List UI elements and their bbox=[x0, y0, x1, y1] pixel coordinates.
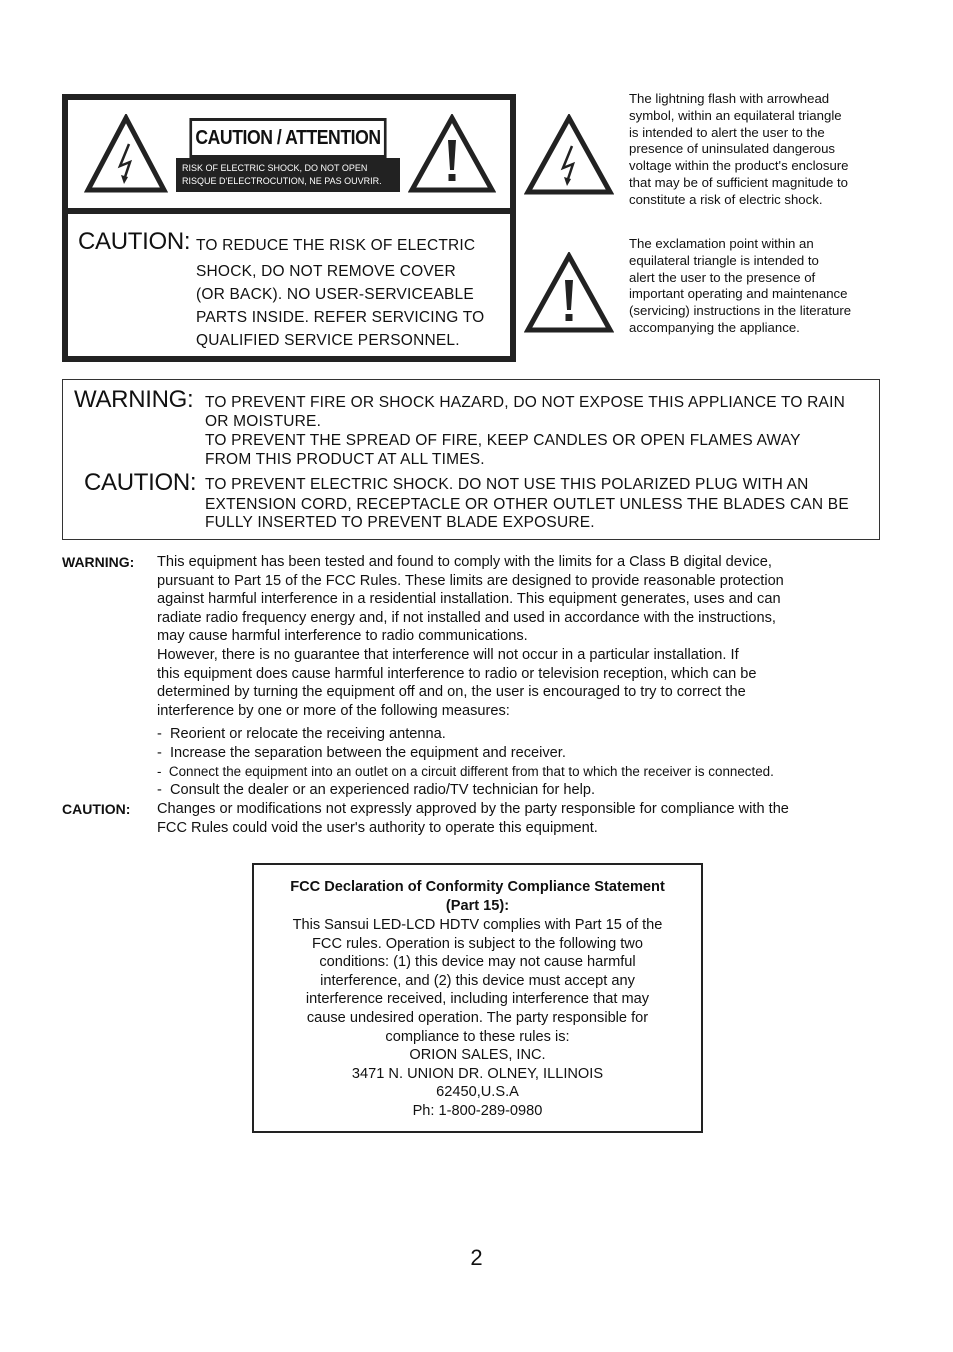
exclamation-symbol-icon bbox=[524, 252, 614, 334]
declaration-title-2: (Part 15): bbox=[445, 898, 510, 914]
fcc-caution-line-2: FCC Rules could void the user's authority to operate this equipment. bbox=[157, 819, 598, 836]
warning-heading: WARNING: bbox=[74, 386, 194, 413]
declaration-box bbox=[252, 863, 703, 1133]
label-line-1: RISK OF ELECTRIC SHOCK, DO NOT OPEN bbox=[182, 163, 368, 173]
lightning-line-5: voltage within the product's enclosure bbox=[629, 158, 849, 174]
bullet-item: - Reorient or relocate the receiving antenna. bbox=[157, 726, 446, 742]
declaration-line-7: compliance to these rules is: bbox=[385, 1029, 570, 1045]
lightning-line-4: presence of uninsulated dangerous bbox=[629, 141, 836, 157]
lightning-explanation bbox=[629, 91, 889, 209]
bullet-item: - Connect the equipment into an outlet on a circuit different from that to which the receiver is connected. bbox=[157, 764, 774, 779]
declaration-line-1: This Sansui LED-LCD HDTV complies with Part 15 of the bbox=[292, 917, 663, 933]
fcc-warning-line-1: This equipment has been tested and found to comply with the limits for a Class B digital device, bbox=[157, 554, 772, 570]
bullet-text-4: Consult the dealer or an experienced radio/TV technician for help. bbox=[169, 782, 596, 798]
declaration-phone: Ph: 1-800-289-0980 bbox=[412, 1103, 543, 1119]
caution-heading: CAUTION: bbox=[78, 228, 191, 255]
caution-line-3: (OR BACK). NO USER-SERVICEABLE bbox=[196, 286, 474, 303]
fcc-warning-line-9: interference by one or more of the following measures: bbox=[157, 702, 510, 719]
caution-line-4: PARTS INSIDE. REFER SERVICING TO bbox=[196, 309, 485, 326]
bullet-text-1: Reorient or relocate the receiving antenna. bbox=[169, 726, 446, 742]
exclamation-line-5: (servicing) instructions in the literature bbox=[629, 303, 852, 319]
lightning-line-7: constitute a risk of electric shock. bbox=[629, 191, 823, 207]
declaration-line-5: interference received, including interference that may bbox=[305, 991, 650, 1007]
fcc-warning-line-8: determined by turning the equipment off and on, the user is encouraged to try to correct the bbox=[157, 684, 746, 701]
caution-line-2: SHOCK, DO NOT REMOVE COVER bbox=[196, 263, 456, 280]
warning-caution-line-3: FULLY INSERTED TO PREVENT BLADE EXPOSURE. bbox=[205, 514, 595, 531]
warning-line-4: FROM THIS PRODUCT AT ALL TIMES. bbox=[205, 451, 485, 468]
caution-attention-title: CAUTION / ATTENTION bbox=[189, 118, 386, 158]
lightning-line-3: is intended to alert the user to the bbox=[629, 124, 825, 140]
exclamation-line-3: alert the user to the presence of bbox=[629, 269, 816, 285]
lightning-line-1: The lightning flash with arrowhead bbox=[629, 91, 830, 106]
caution-box bbox=[62, 94, 516, 362]
fcc-warning-line-4: radiate radio frequency energy and, if not installed and used in accordance with the instructions, bbox=[157, 609, 776, 626]
declaration-line-4: interference, and (2) this device must accept any bbox=[320, 973, 635, 989]
fcc-warning-line-5: may cause harmful interference to radio communications. bbox=[157, 628, 528, 645]
warning-line-3: TO PREVENT THE SPREAD OF FIRE, KEEP CANDLES OR OPEN FLAMES AWAY bbox=[205, 432, 801, 449]
fcc-caution-label: CAUTION: bbox=[62, 801, 131, 817]
declaration-line-6: cause undesired operation. The party responsible for bbox=[306, 1010, 649, 1026]
warning-line-2: OR MOISTURE. bbox=[205, 413, 322, 430]
exclamation-line-2: equilateral triangle is intended to bbox=[629, 252, 819, 268]
caution-attention-label bbox=[176, 118, 400, 192]
label-line-2: RISQUE D'ELECTROCUTION, NE PAS OUVRIR. bbox=[182, 176, 382, 186]
warning-caution-heading: CAUTION: bbox=[84, 469, 197, 496]
exclamation-explanation bbox=[629, 236, 889, 337]
declaration-address: 3471 N. UNION DR. OLNEY, ILLINOIS bbox=[351, 1066, 604, 1082]
warning-caution-line-2: EXTENSION CORD, RECEPTACLE OR OTHER OUTLET UNLESS THE BLADES CAN BE bbox=[205, 496, 849, 513]
caution-line-1: TO REDUCE THE RISK OF ELECTRIC bbox=[196, 237, 476, 254]
warning-caution-line-1: TO PREVENT ELECTRIC SHOCK. DO NOT USE THIS POLARIZED PLUG WITH AN bbox=[205, 476, 809, 493]
declaration-zip: 62450,U.S.A bbox=[436, 1084, 519, 1100]
bullet-item: - Consult the dealer or an experienced radio/TV technician for help. bbox=[157, 782, 596, 798]
fcc-warning-label: WARNING: bbox=[62, 554, 135, 570]
lightning-line-2: symbol, within an equilateral triangle bbox=[629, 107, 842, 123]
warning-box bbox=[62, 379, 880, 540]
exclamation-line-4: important operating and maintenance bbox=[629, 286, 848, 302]
warning-line-1: TO PREVENT FIRE OR SHOCK HAZARD, DO NOT EXPOSE THIS APPLIANCE TO RAIN bbox=[205, 394, 845, 411]
lightning-triangle-icon bbox=[84, 114, 168, 194]
caution-line-5: QUALIFIED SERVICE PERSONNEL. bbox=[196, 332, 460, 349]
bullet-text-3: Connect the equipment into an outlet on a circuit different from that to which the receiver is connected. bbox=[168, 764, 774, 779]
fcc-warning-text bbox=[157, 553, 784, 720]
fcc-warning-line-2: pursuant to Part 15 of the FCC Rules. These limits are designed to provide reasonable protection bbox=[157, 572, 784, 589]
declaration-title-1: FCC Declaration of Conformity Compliance Statement bbox=[290, 879, 665, 895]
declaration-line-3: conditions: (1) this device may not cause harmful bbox=[319, 954, 636, 970]
fcc-warning-line-3: against harmful interference in a residential installation. This equipment generates, uses and can bbox=[157, 591, 781, 608]
caution-divider bbox=[68, 208, 510, 214]
page-number: 2 bbox=[470, 1245, 483, 1270]
fcc-warning-line-7: this equipment does cause harmful interference to radio or television reception, which can be bbox=[157, 665, 757, 682]
lightning-symbol-icon bbox=[524, 114, 614, 196]
caution-attention-subtext bbox=[176, 158, 400, 192]
exclamation-triangle-icon bbox=[408, 114, 496, 194]
exclamation-line-1: The exclamation point within an bbox=[629, 236, 814, 251]
bullet-item: - Increase the separation between the equipment and receiver. bbox=[157, 745, 566, 761]
bullet-text-2: Increase the separation between the equipment and receiver. bbox=[169, 745, 566, 761]
exclamation-line-6: accompanying the appliance. bbox=[629, 319, 800, 335]
fcc-warning-line-6: However, there is no guarantee that interference will not occur in a particular installation. If bbox=[157, 646, 739, 663]
lightning-line-6: that may be of sufficient magnitude to bbox=[629, 174, 848, 190]
declaration-line-2: FCC rules. Operation is subject to the following two bbox=[312, 936, 643, 952]
fcc-caution-text bbox=[157, 800, 789, 837]
declaration-company: ORION SALES, INC. bbox=[409, 1047, 546, 1063]
fcc-caution-line-1: Changes or modifications not expressly approved by the party responsible for compliance with the bbox=[157, 801, 789, 817]
